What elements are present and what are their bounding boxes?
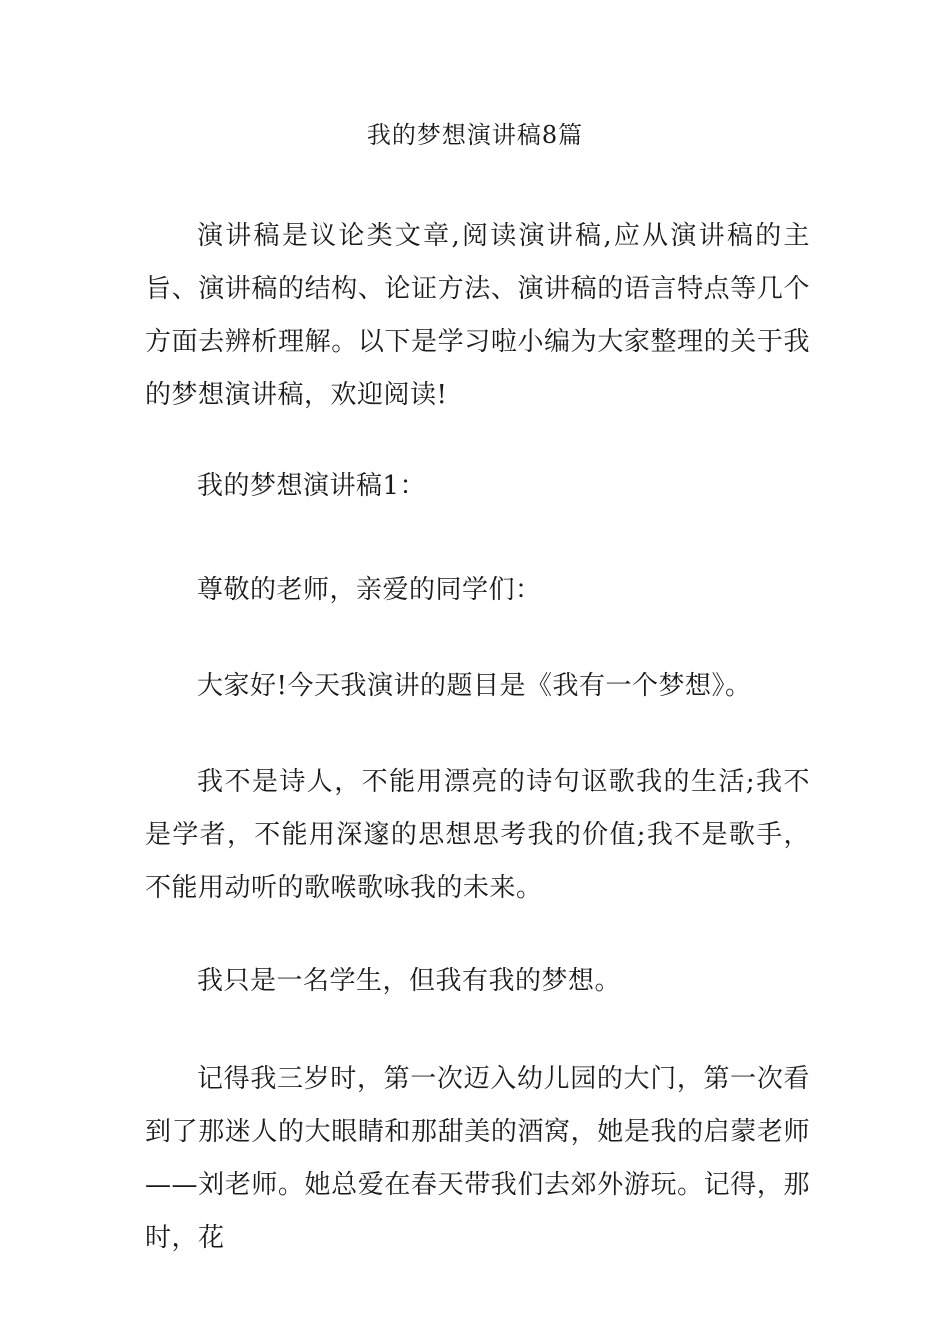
paragraph-speech-heading: 我的梦想演讲稿1： (197, 471, 427, 501)
paragraph-student-dream: 我只是一名学生，但我有我的梦想。 (197, 966, 622, 996)
document-title: 我的梦想演讲稿8篇 (366, 121, 584, 149)
paragraph-salutation: 尊敬的老师，亲爱的同学们： (197, 575, 542, 605)
paragraph-not-poet: 我不是诗人，不能用漂亮的诗句讴歌我的生活;我不是学者，不能用深邃的思想思考我的价值;我不是歌手，不能用动听的歌喉歌咏我的未来。 (145, 767, 810, 903)
paragraph-intro: 演讲稿是议论类文章,阅读演讲稿,应从演讲稿的主旨、演讲稿的结构、论证方法、演讲稿的语言特点等几个方面去辨析理解。以下是学习啦小编为大家整理的关于我的梦想演讲稿，欢迎阅读! (145, 221, 810, 410)
paragraph-memory: 记得我三岁时，第一次迈入幼儿园的大门，第一次看到了那迷人的大眼睛和那甜美的酒窝，她是我的启蒙老师——刘老师。她总爱在春天带我们去郊外游玩。记得，那时，花 (145, 1064, 810, 1253)
paragraph-greeting: 大家好!今天我演讲的题目是《我有一个梦想》。 (197, 671, 752, 701)
